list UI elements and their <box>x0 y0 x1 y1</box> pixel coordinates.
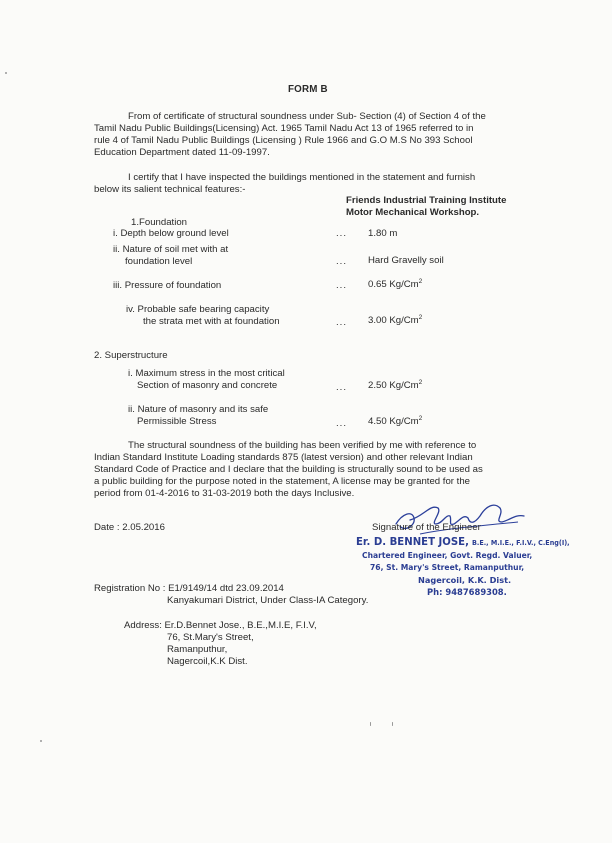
superstructure-heading: 2. Superstructure <box>94 350 168 361</box>
stamp-line-3: 76, St. Mary's Street, Ramanputhur, <box>370 563 525 572</box>
address-line-1: Address: Er.D.Bennet Jose., B.E.,M.I.E, F.I.V, <box>124 620 317 631</box>
stress-label-2: Section of masonry and concrete <box>137 380 278 391</box>
scan-speck <box>40 740 42 742</box>
bearing-superscript: 2 <box>418 314 423 321</box>
address-line-3: Ramanputhur, <box>167 644 228 655</box>
stamp-line-5: Ph: 9487689308. <box>427 587 507 597</box>
soil-dots: ... <box>336 256 347 267</box>
soil-label-1: ii. Nature of soil met with at <box>113 244 229 255</box>
building-name-line-2: Motor Mechanical Workshop. <box>346 207 480 218</box>
stress-value <box>368 380 422 392</box>
stamp-qualifications: B.E., M.I.E., F.I.V., C.Eng(I), <box>471 539 570 547</box>
scan-speck <box>392 722 393 726</box>
stamp-name: Er. D. BENNET JOSE, <box>356 535 469 548</box>
verification-line-5: period from 01-4-2016 to 31-03-2019 both the days Inclusive. <box>94 488 355 499</box>
engineer-stamp <box>356 536 570 549</box>
scan-speck <box>370 722 371 726</box>
pressure-superscript: 2 <box>418 278 423 285</box>
pressure-dots: ... <box>336 280 347 291</box>
scan-speck <box>5 72 7 74</box>
masonry-value <box>368 416 422 428</box>
bearing-label-2: the strata met with at foundation <box>143 316 280 327</box>
intro-line-2: Tamil Nadu Public Buildings(Licensing) Act. 1965 Tamil Nadu Act 13 of 1965 referred to in <box>94 123 474 134</box>
signature-label: Signature of the Engineer <box>372 522 481 533</box>
masonry-superscript: 2 <box>418 415 423 422</box>
bearing-value <box>368 315 422 327</box>
bearing-dots: ... <box>336 317 347 328</box>
bearing-label-1: iv. Probable safe bearing capacity <box>126 304 270 315</box>
masonry-label-1: ii. Nature of masonry and its safe <box>128 404 269 415</box>
verification-line-4: a public building for the purpose noted in the statement, A license may be granted for the <box>94 476 470 487</box>
soil-label-2: foundation level <box>125 256 193 267</box>
form-title: FORM B <box>288 84 328 95</box>
certify-line-2: below its salient technical features:- <box>94 184 246 195</box>
pressure-label: iii. Pressure of foundation <box>113 280 222 291</box>
stress-label-1: i. Maximum stress in the most critical <box>128 368 285 379</box>
stamp-line-2: Chartered Engineer, Govt. Regd. Valuer, <box>362 551 533 560</box>
soil-value: Hard Gravelly soil <box>368 255 444 266</box>
building-name-line-1: Friends Industrial Training Institute <box>346 195 507 206</box>
verification-line-2: Indian Standard Institute Loading standards 875 (latest version) and other relevant Indian <box>94 452 473 463</box>
masonry-value-text: 4.50 Kg/Cm <box>368 416 419 427</box>
pressure-value-text: 0.65 Kg/Cm <box>368 279 419 290</box>
depth-dots: ... <box>336 228 347 239</box>
stress-superscript: 2 <box>418 379 423 386</box>
verification-line-1: The structural soundness of the building has been verified by me with reference to <box>128 440 477 451</box>
masonry-label-2: Permissible Stress <box>137 416 217 427</box>
masonry-dots: ... <box>336 418 347 429</box>
address-line-4: Nagercoil,K.K Dist. <box>167 656 248 667</box>
registration-line-1: Registration No : E1/9149/14 dtd 23.09.2014 <box>94 583 284 594</box>
depth-label: i. Depth below ground level <box>113 228 229 239</box>
stress-dots: ... <box>336 382 347 393</box>
intro-line-1: From of certificate of structural soundness under Sub- Section (4) of Section 4 of the <box>128 111 486 122</box>
bearing-value-text: 3.00 Kg/Cm <box>368 315 419 326</box>
pressure-value <box>368 279 422 291</box>
foundation-heading: 1.Foundation <box>131 217 188 228</box>
date: Date : 2.05.2016 <box>94 522 165 533</box>
intro-line-3: rule 4 of Tamil Nadu Public Buildings (Licensing ) Rule 1966 and G.O M.S No 393 School <box>94 135 473 146</box>
address-line-2: 76, St.Mary's Street, <box>167 632 254 643</box>
registration-line-2: Kanyakumari District, Under Class-IA Category. <box>167 595 369 606</box>
stamp-line-4: Nagercoil, K.K. Dist. <box>418 575 512 585</box>
intro-line-4: Education Department dated 11-09-1997. <box>94 147 270 158</box>
certify-line-1: I certify that I have inspected the buildings mentioned in the statement and furnish <box>128 172 476 183</box>
depth-value: 1.80 m <box>368 228 398 239</box>
stress-value-text: 2.50 Kg/Cm <box>368 380 419 391</box>
verification-line-3: Standard Code of Practice and I declare that the building is structurally sound to be used as <box>94 464 483 475</box>
